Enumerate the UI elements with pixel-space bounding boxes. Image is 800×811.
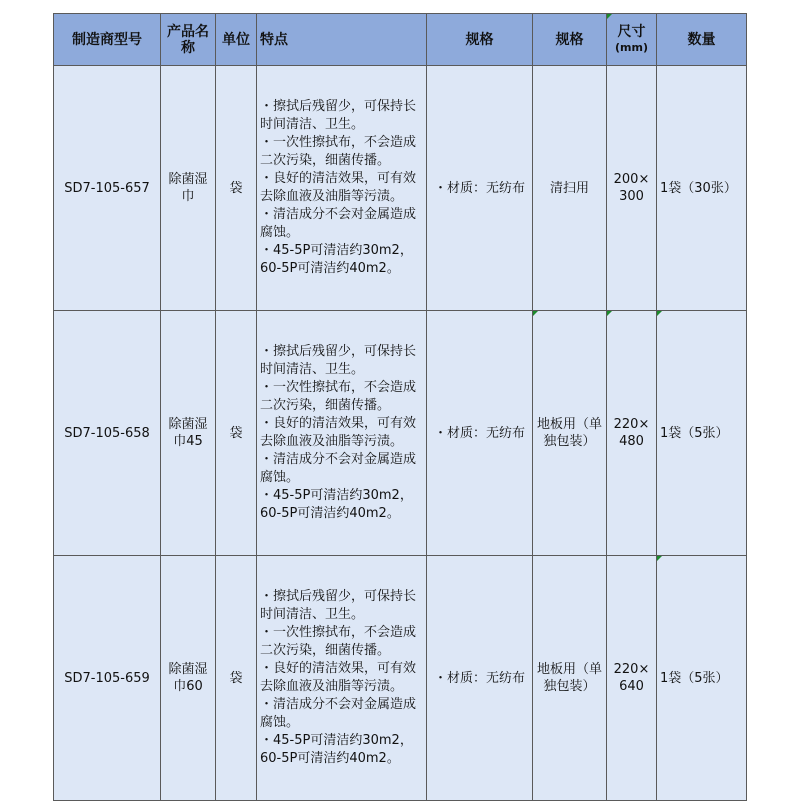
feature-line: ・擦拭后残留少，可保持长时间清洁、卫生。: [260, 99, 417, 132]
model-cell: SD7-105-657: [54, 66, 161, 311]
usage-text: 地板用（单独包装）: [537, 417, 603, 449]
header-spec-material: 规格: [427, 14, 533, 66]
name-cell: 除菌湿巾60: [161, 556, 216, 801]
material-cell: ・材质：无纺布: [427, 556, 533, 801]
features-cell: [257, 66, 427, 311]
size-width: 200×: [613, 172, 650, 187]
header-size: [607, 14, 657, 66]
cell-marker: [657, 311, 662, 316]
quantity-text: 1袋（5张）: [660, 425, 729, 441]
header-size-label: 尺寸: [617, 23, 646, 40]
feature-line: ・一次性擦拭布，不会造成二次污染，细菌传播。: [260, 135, 417, 168]
feature-line: ・45-5P可清洁约30m2，60-5P可清洁约40m2。: [260, 243, 413, 276]
material-cell: ・材质：无纺布: [427, 311, 533, 556]
unit-cell: 袋: [216, 66, 257, 311]
feature-line: ・一次性擦拭布，不会造成二次污染，细菌传播。: [260, 625, 417, 658]
name-cell: 除菌湿巾45: [161, 311, 216, 556]
size-cell: [607, 311, 657, 556]
quantity-cell: [657, 556, 747, 801]
table-row: [54, 556, 747, 801]
header-quantity: 数量: [657, 14, 747, 66]
features-cell: [257, 556, 427, 801]
size-width: 220×: [613, 662, 650, 677]
feature-line: ・一次性擦拭布，不会造成二次污染，细菌传播。: [260, 380, 417, 413]
product-spec-table: [53, 13, 747, 801]
quantity-cell: [657, 311, 747, 556]
header-name: 产品名称: [161, 14, 216, 66]
feature-line: ・良好的清洁效果，可有效去除血液及油脂等污渍。: [260, 171, 417, 204]
feature-line: ・良好的清洁效果，可有效去除血液及油脂等污渍。: [260, 416, 417, 449]
model-cell: SD7-105-659: [54, 556, 161, 801]
header-size-unit: (mm): [615, 40, 648, 54]
feature-line: ・清洁成分不会对金属造成腐蚀。: [260, 207, 417, 240]
size-height: 300: [619, 189, 644, 204]
unit-cell: 袋: [216, 311, 257, 556]
features-cell: [257, 311, 427, 556]
feature-line: ・擦拭后残留少，可保持长时间清洁、卫生。: [260, 344, 417, 377]
feature-line: ・45-5P可清洁约30m2，60-5P可清洁约40m2。: [260, 488, 413, 521]
unit-cell: 袋: [216, 556, 257, 801]
size-height: 480: [619, 434, 644, 449]
feature-line: ・清洁成分不会对金属造成腐蚀。: [260, 697, 417, 730]
feature-line: ・擦拭后残留少，可保持长时间清洁、卫生。: [260, 589, 417, 622]
size-height: 640: [619, 679, 644, 694]
name-cell: 除菌湿巾: [161, 66, 216, 311]
quantity-text: 1袋（5张）: [660, 670, 729, 686]
header-features: 特点: [257, 14, 427, 66]
cell-marker: [607, 14, 612, 19]
header-model: 制造商型号: [54, 14, 161, 66]
cell-marker: [657, 556, 662, 561]
header-row: [54, 14, 747, 66]
size-cell: [607, 66, 657, 311]
model-cell: SD7-105-658: [54, 311, 161, 556]
usage-cell: [533, 311, 607, 556]
quantity-cell: 1袋（30张）: [657, 66, 747, 311]
size-cell: [607, 556, 657, 801]
material-cell: ・材质：无纺布: [427, 66, 533, 311]
usage-cell: 地板用（单独包装）: [533, 556, 607, 801]
header-unit: 单位: [216, 14, 257, 66]
size-width: 220×: [613, 417, 650, 432]
cell-marker: [607, 311, 612, 316]
feature-line: ・清洁成分不会对金属造成腐蚀。: [260, 452, 417, 485]
cell-marker: [533, 311, 538, 316]
header-spec-usage: 规格: [533, 14, 607, 66]
feature-line: ・良好的清洁效果，可有效去除血液及油脂等污渍。: [260, 661, 417, 694]
feature-line: ・45-5P可清洁约30m2，60-5P可清洁约40m2。: [260, 733, 413, 766]
table-row: [54, 66, 747, 311]
usage-cell: 清扫用: [533, 66, 607, 311]
table-row: [54, 311, 747, 556]
